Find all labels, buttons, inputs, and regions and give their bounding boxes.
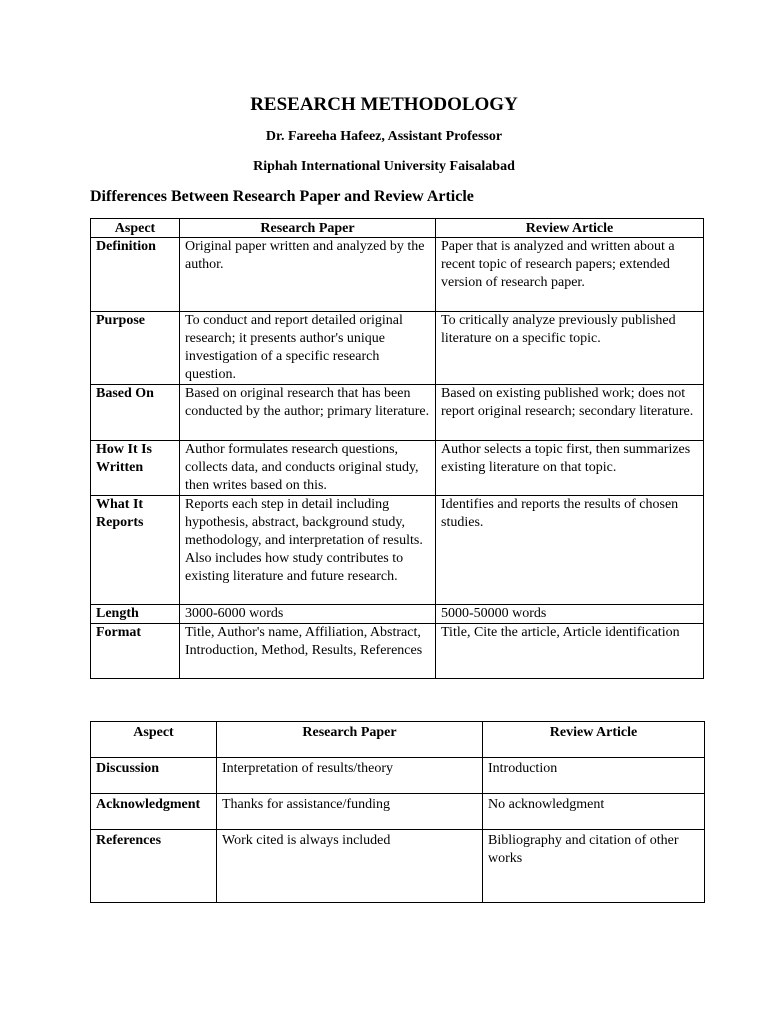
institution-line: Riphah International University Faisalabad (253, 159, 515, 174)
review-article-cell: Paper that is analyzed and written about a recent topic of research papers; extended version of research paper. (436, 238, 704, 312)
review-article-cell: 5000-50000 words (436, 605, 704, 624)
aspect-cell: How It Is Written (91, 441, 180, 496)
table-row (91, 312, 704, 385)
table-row (91, 496, 704, 605)
table-row (91, 441, 704, 496)
review-article-cell: To critically analyze previously published literature on a specific topic. (436, 312, 704, 385)
table-row (91, 830, 705, 903)
review-article-cell: Based on existing published work; does not report original research; secondary literature. (436, 385, 704, 441)
table-row (91, 794, 705, 830)
aspect-cell: Length (91, 605, 180, 624)
author-line: Dr. Fareeha Hafeez, Assistant Professor (265, 129, 503, 144)
research-paper-cell: Thanks for assistance/funding (217, 794, 483, 830)
section-heading: Differences Between Research Paper and Review Article (90, 188, 474, 205)
research-paper-cell: To conduct and report detailed original research; it presents author's unique investigation of a specific research question. (180, 312, 436, 385)
header-review-article: Review Article (436, 219, 704, 238)
table-header-row (91, 219, 704, 238)
header-research-paper: Research Paper (217, 722, 483, 758)
table-row (91, 385, 704, 441)
research-paper-cell: Reports each step in detail including hypothesis, abstract, background study, methodology, and interpretation of results. Also includes how study contributes to existing literature and future research. (180, 496, 436, 605)
comparison-table-main (90, 218, 704, 679)
aspect-cell: Acknowledgment (91, 794, 217, 830)
aspect-cell: Based On (91, 385, 180, 441)
research-paper-cell: Title, Author's name, Affiliation, Abstract, Introduction, Method, Results, References (180, 624, 436, 679)
table-row (91, 238, 704, 312)
review-article-cell: Bibliography and citation of other works (483, 830, 705, 903)
research-paper-cell: Author formulates research questions, collects data, and conducts original study, then writes based on this. (180, 441, 436, 496)
header-research-paper: Research Paper (180, 219, 436, 238)
review-article-cell: No acknowledgment (483, 794, 705, 830)
research-paper-cell: Work cited is always included (217, 830, 483, 903)
table-header-row (91, 722, 705, 758)
review-article-cell: Introduction (483, 758, 705, 794)
research-paper-cell: Original paper written and analyzed by the author. (180, 238, 436, 312)
research-paper-cell: Based on original research that has been conducted by the author; primary literature. (180, 385, 436, 441)
aspect-cell: Purpose (91, 312, 180, 385)
header-aspect: Aspect (91, 722, 217, 758)
table-row (91, 605, 704, 624)
comparison-table-secondary (90, 721, 705, 903)
document-title: RESEARCH METHODOLOGY (250, 94, 518, 115)
table-row (91, 624, 704, 679)
aspect-cell: Discussion (91, 758, 217, 794)
review-article-cell: Identifies and reports the results of chosen studies. (436, 496, 704, 605)
review-article-cell: Author selects a topic first, then summarizes existing literature on that topic. (436, 441, 704, 496)
research-paper-cell: 3000-6000 words (180, 605, 436, 624)
header-review-article: Review Article (483, 722, 705, 758)
aspect-cell: Definition (91, 238, 180, 312)
aspect-cell: Format (91, 624, 180, 679)
review-article-cell: Title, Cite the article, Article identification (436, 624, 704, 679)
aspect-cell: References (91, 830, 217, 903)
research-paper-cell: Interpretation of results/theory (217, 758, 483, 794)
header-aspect: Aspect (91, 219, 180, 238)
aspect-cell: What It Reports (91, 496, 180, 605)
table-row (91, 758, 705, 794)
